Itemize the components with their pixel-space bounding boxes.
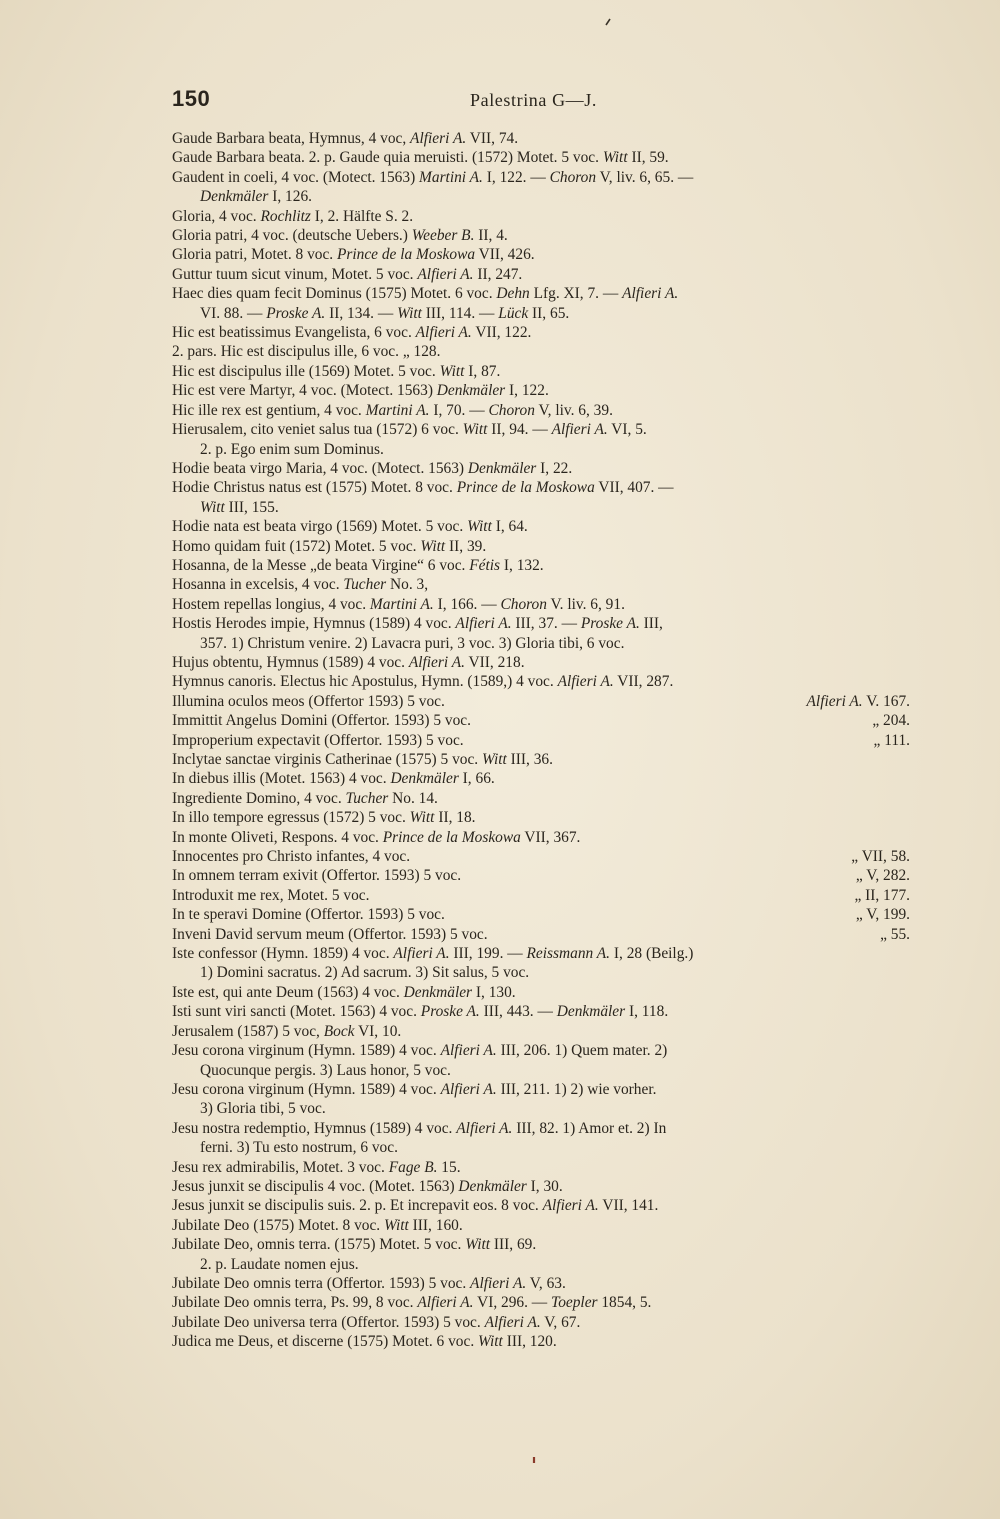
catalog-line-text: Jubilate Deo (1575) Motet. 8 voc. Witt III, 160. bbox=[172, 1216, 463, 1234]
catalog-line bbox=[172, 1255, 910, 1274]
catalog-line bbox=[172, 808, 910, 827]
catalog-line-text: 2. pars. Hic est discipulus ille, 6 voc. „ 128. bbox=[172, 343, 441, 361]
catalog-line-text: Jubilate Deo, omnis terra. (1575) Motet. 5 voc. Witt III, 69. bbox=[172, 1236, 537, 1254]
catalog-line bbox=[172, 983, 910, 1002]
catalog-line-reference: „ VII, 58. bbox=[851, 848, 910, 866]
catalog-line-text: Jesu rex admirabilis, Motet. 3 voc. Fage B. 15. bbox=[172, 1158, 461, 1176]
catalog-line-text: Hymnus canoris. Electus hic Apostulus, Hymn. (1589,) 4 voc. Alfieri A. VII, 287. bbox=[172, 673, 674, 691]
catalog-line bbox=[172, 925, 910, 944]
catalog-line-text: Gloria patri, 4 voc. (deutsche Uebers.) Weeber B. II, 4. bbox=[172, 227, 508, 245]
catalog-line-text: ferni. 3) Tu esto nostrum, 6 voc. bbox=[200, 1139, 398, 1157]
catalog-line-reference: „ 55. bbox=[880, 925, 910, 943]
catalog-line bbox=[172, 1293, 910, 1312]
catalog-line-text: Quocunque pergis. 3) Laus honor, 5 voc. bbox=[200, 1061, 451, 1079]
catalog-line bbox=[172, 381, 910, 400]
catalog-line-text: Gaude Barbara beata. 2. p. Gaude quia meruisti. (1572) Motet. 5 voc. Witt II, 59. bbox=[172, 149, 669, 167]
catalog-line bbox=[172, 304, 910, 323]
catalog-line bbox=[172, 1332, 910, 1351]
catalog-line-text: Gloria patri, Motet. 8 voc. Prince de la Moskowa VII, 426. bbox=[172, 246, 535, 264]
catalog-line-text: Hujus obtentu, Hymnus (1589) 4 voc. Alfieri A. VII, 218. bbox=[172, 653, 525, 671]
catalog-line bbox=[172, 1235, 910, 1254]
catalog-line-text: 2. p. Laudate nomen ejus. bbox=[200, 1255, 359, 1273]
catalog-line bbox=[172, 731, 910, 750]
catalog-line-text: Jubilate Deo omnis terra, Ps. 99, 8 voc. Alfieri A. VI, 296. — Toepler 1854, 5. bbox=[172, 1294, 652, 1312]
catalog-line bbox=[172, 207, 910, 226]
catalog-line-text: Iste est, qui ante Deum (1563) 4 voc. Denkmäler I, 130. bbox=[172, 983, 516, 1001]
catalog-line-text: Jesus junxit se discipulis 4 voc. (Motet. 1563) Denkmäler I, 30. bbox=[172, 1177, 563, 1195]
catalog-line bbox=[172, 1041, 910, 1060]
catalog-line bbox=[172, 1080, 910, 1099]
catalog-line bbox=[172, 769, 910, 788]
catalog-line bbox=[172, 1274, 910, 1293]
catalog-line bbox=[172, 517, 910, 536]
catalog-line bbox=[172, 1158, 910, 1177]
catalog-line bbox=[172, 1002, 910, 1021]
catalog-line-reference: „ V, 282. bbox=[855, 867, 910, 885]
catalog-line bbox=[172, 634, 910, 653]
catalog-line-reference: „ 204. bbox=[872, 712, 910, 730]
catalog-line bbox=[172, 129, 910, 148]
catalog-line bbox=[172, 886, 910, 905]
catalog-line bbox=[172, 1022, 910, 1041]
catalog-line-text: Jubilate Deo omnis terra (Offertor. 1593) 5 voc. Alfieri A. V, 63. bbox=[172, 1274, 566, 1292]
running-head: Palestrina G—J. bbox=[470, 90, 597, 110]
catalog-line-text: Hodie Christus natus est (1575) Motet. 8 voc. Prince de la Moskowa VII, 407. — bbox=[172, 479, 674, 497]
catalog-line bbox=[172, 148, 910, 167]
catalog-line-text: Jubilate Deo universa terra (Offertor. 1593) 5 voc. Alfieri A. V, 67. bbox=[172, 1313, 581, 1331]
catalog-line-text: 3) Gloria tibi, 5 voc. bbox=[200, 1100, 326, 1118]
catalog-line-text: 2. p. Ego enim sum Dominus. bbox=[200, 440, 384, 458]
catalog-line bbox=[172, 1099, 910, 1118]
catalog-line-text: 1) Domini sacratus. 2) Ad sacrum. 3) Sit salus, 5 voc. bbox=[200, 964, 530, 982]
catalog-line bbox=[172, 1196, 910, 1215]
catalog-line-text: Hosanna, de la Messe „de beata Virgine“ 6 voc. Fétis I, 132. bbox=[172, 556, 544, 574]
catalog-line-text: Gaudent in coeli, 4 voc. (Motect. 1563) Martini A. I, 122. — Choron V, liv. 6, 65. — bbox=[172, 168, 694, 186]
catalog-line bbox=[172, 498, 910, 517]
catalog-line bbox=[172, 556, 910, 575]
catalog-line-text: Illumina oculos meos (Offertor 1593) 5 voc. bbox=[172, 692, 445, 710]
catalog-line-text: Iste confessor (Hymn. 1859) 4 voc. Alfieri A. III, 199. — Reissmann A. I, 28 (Beilg.) bbox=[172, 945, 694, 963]
catalog-line-reference: „ 111. bbox=[873, 731, 910, 749]
catalog-line-text: Haec dies quam fecit Dominus (1575) Motet. 6 voc. Dehn Lfg. XI, 7. — Alfieri A. bbox=[172, 285, 679, 303]
catalog-line-text: Jerusalem (1587) 5 voc, Bock VI, 10. bbox=[172, 1022, 402, 1040]
catalog-line-text: In te speravi Domine (Offertor. 1593) 5 voc. bbox=[172, 906, 445, 924]
corner-mark-top bbox=[606, 19, 610, 25]
catalog-entries bbox=[172, 129, 910, 1352]
catalog-line-text: Improperium expectavit (Offertor. 1593) 5 voc. bbox=[172, 731, 464, 749]
catalog-line bbox=[172, 440, 910, 459]
catalog-line-text: Jesus junxit se discipulis suis. 2. p. Et increpavit eos. 8 voc. Alfieri A. VII, 141. bbox=[172, 1197, 659, 1215]
catalog-line-reference: Alfieri A. V. 167. bbox=[806, 692, 910, 710]
catalog-line-text: Ingrediente Domino, 4 voc. Tucher No. 14. bbox=[172, 789, 438, 807]
catalog-line bbox=[172, 595, 910, 614]
catalog-line bbox=[172, 789, 910, 808]
catalog-line-text: Gloria, 4 voc. Rochlitz I, 2. Hälfte S. 2. bbox=[172, 207, 414, 225]
catalog-line-text: Inveni David servum meum (Offertor. 1593) 5 voc. bbox=[172, 925, 488, 943]
catalog-line-text: VI. 88. — Proske A. II, 134. — Witt III, 114. — Lück II, 65. bbox=[200, 304, 570, 322]
catalog-line bbox=[172, 342, 910, 361]
catalog-line bbox=[172, 478, 910, 497]
catalog-line-text: Hodie beata virgo Maria, 4 voc. (Motect. 1563) Denkmäler I, 22. bbox=[172, 459, 573, 477]
catalog-line-text: In omnem terram exivit (Offertor. 1593) 5 voc. bbox=[172, 867, 462, 885]
catalog-line-text: Hostem repellas longius, 4 voc. Martini A. I, 166. — Choron V. liv. 6, 91. bbox=[172, 595, 625, 613]
catalog-line bbox=[172, 828, 910, 847]
catalog-line-text: Hostis Herodes impie, Hymnus (1589) 4 voc. Alfieri A. III, 37. — Proske A. III, bbox=[172, 615, 663, 633]
catalog-line bbox=[172, 866, 910, 885]
catalog-line bbox=[172, 168, 910, 187]
catalog-line bbox=[172, 1119, 910, 1138]
catalog-line bbox=[172, 653, 910, 672]
catalog-line bbox=[172, 944, 910, 963]
catalog-line-text: Immittit Angelus Domini (Offertor. 1593) 5 voc. bbox=[172, 712, 471, 730]
catalog-line-text: Jesu nostra redemptio, Hymnus (1589) 4 voc. Alfieri A. III, 82. 1) Amor et. 2) In bbox=[172, 1119, 667, 1137]
catalog-line bbox=[172, 750, 910, 769]
catalog-line bbox=[172, 1061, 910, 1080]
catalog-line bbox=[172, 672, 910, 691]
catalog-line-text: 357. 1) Christum venire. 2) Lavacra puri, 3 voc. 3) Gloria tibi, 6 voc. bbox=[200, 634, 625, 652]
catalog-line-text: In monte Oliveti, Respons. 4 voc. Prince de la Moskowa VII, 367. bbox=[172, 828, 581, 846]
catalog-line bbox=[172, 323, 910, 342]
catalog-line-text: Denkmäler I, 126. bbox=[200, 188, 312, 206]
catalog-line bbox=[172, 1177, 910, 1196]
catalog-line-text: Hodie nata est beata virgo (1569) Motet. 5 voc. Witt I, 64. bbox=[172, 518, 528, 536]
catalog-line-text: Hic est vere Martyr, 4 voc. (Motect. 1563) Denkmäler I, 122. bbox=[172, 382, 549, 400]
catalog-line-text: Guttur tuum sicut vinum, Motet. 5 voc. Alfieri A. II, 247. bbox=[172, 265, 523, 283]
catalog-line bbox=[172, 692, 910, 711]
page-header bbox=[172, 86, 910, 116]
catalog-line bbox=[172, 963, 910, 982]
catalog-line bbox=[172, 614, 910, 633]
catalog-line-text: Hosanna in excelsis, 4 voc. Tucher No. 3, bbox=[172, 576, 429, 594]
catalog-line-text: Hic est discipulus ille (1569) Motet. 5 voc. Witt I, 87. bbox=[172, 362, 501, 380]
catalog-line bbox=[172, 284, 910, 303]
catalog-line-text: Jesu corona virginum (Hymn. 1589) 4 voc. Alfieri A. III, 211. 1) 2) wie vorher. bbox=[172, 1080, 657, 1098]
catalog-line-text: Hic ille rex est gentium, 4 voc. Martini A. I, 70. — Choron V, liv. 6, 39. bbox=[172, 401, 613, 419]
catalog-line-text: In diebus illis (Motet. 1563) 4 voc. Denkmäler I, 66. bbox=[172, 770, 495, 788]
catalog-line bbox=[172, 847, 910, 866]
catalog-line-text: Introduxit me rex, Motet. 5 voc. bbox=[172, 886, 370, 904]
catalog-line bbox=[172, 1138, 910, 1157]
catalog-line-text: Hic est beatissimus Evangelista, 6 voc. Alfieri A. VII, 122. bbox=[172, 324, 532, 342]
catalog-line-text: In illo tempore egressus (1572) 5 voc. Witt II, 18. bbox=[172, 809, 476, 827]
catalog-line bbox=[172, 905, 910, 924]
catalog-line bbox=[172, 575, 910, 594]
catalog-line-text: Witt III, 155. bbox=[200, 498, 279, 516]
catalog-line bbox=[172, 537, 910, 556]
catalog-line-text: Isti sunt viri sancti (Motet. 1563) 4 voc. Proske A. III, 443. — Denkmäler I, 118. bbox=[172, 1003, 669, 1021]
catalog-line bbox=[172, 459, 910, 478]
catalog-line-text: Hierusalem, cito veniet salus tua (1572) 6 voc. Witt II, 94. — Alfieri A. VI, 5. bbox=[172, 421, 647, 439]
catalog-line-reference: „ V, 199. bbox=[855, 906, 910, 924]
catalog-line bbox=[172, 226, 910, 245]
catalog-line bbox=[172, 245, 910, 264]
catalog-line bbox=[172, 1313, 910, 1332]
catalog-line bbox=[172, 711, 910, 730]
catalog-line bbox=[172, 187, 910, 206]
catalog-line-text: Jesu corona virginum (Hymn. 1589) 4 voc. Alfieri A. III, 206. 1) Quem mater. 2) bbox=[172, 1042, 668, 1060]
catalog-line-text: Inclytae sanctae virginis Catherinae (1575) 5 voc. Witt III, 36. bbox=[172, 751, 553, 768]
catalog-line bbox=[172, 362, 910, 381]
catalog-line-text: Innocentes pro Christo infantes, 4 voc. bbox=[172, 848, 411, 866]
page-number: 150 bbox=[172, 86, 211, 111]
catalog-line-text: Gaude Barbara beata, Hymnus, 4 voc, Alfieri A. VII, 74. bbox=[172, 130, 519, 147]
catalog-line bbox=[172, 1216, 910, 1235]
catalog-line-text: Judica me Deus, et discerne (1575) Motet. 6 voc. Witt III, 120. bbox=[172, 1333, 557, 1351]
catalog-line-text: Homo quidam fuit (1572) Motet. 5 voc. Witt II, 39. bbox=[172, 537, 487, 555]
catalog-line bbox=[172, 420, 910, 439]
catalog-line bbox=[172, 401, 910, 420]
catalog-line-reference: „ II, 177. bbox=[854, 886, 910, 904]
catalog-line bbox=[172, 265, 910, 284]
